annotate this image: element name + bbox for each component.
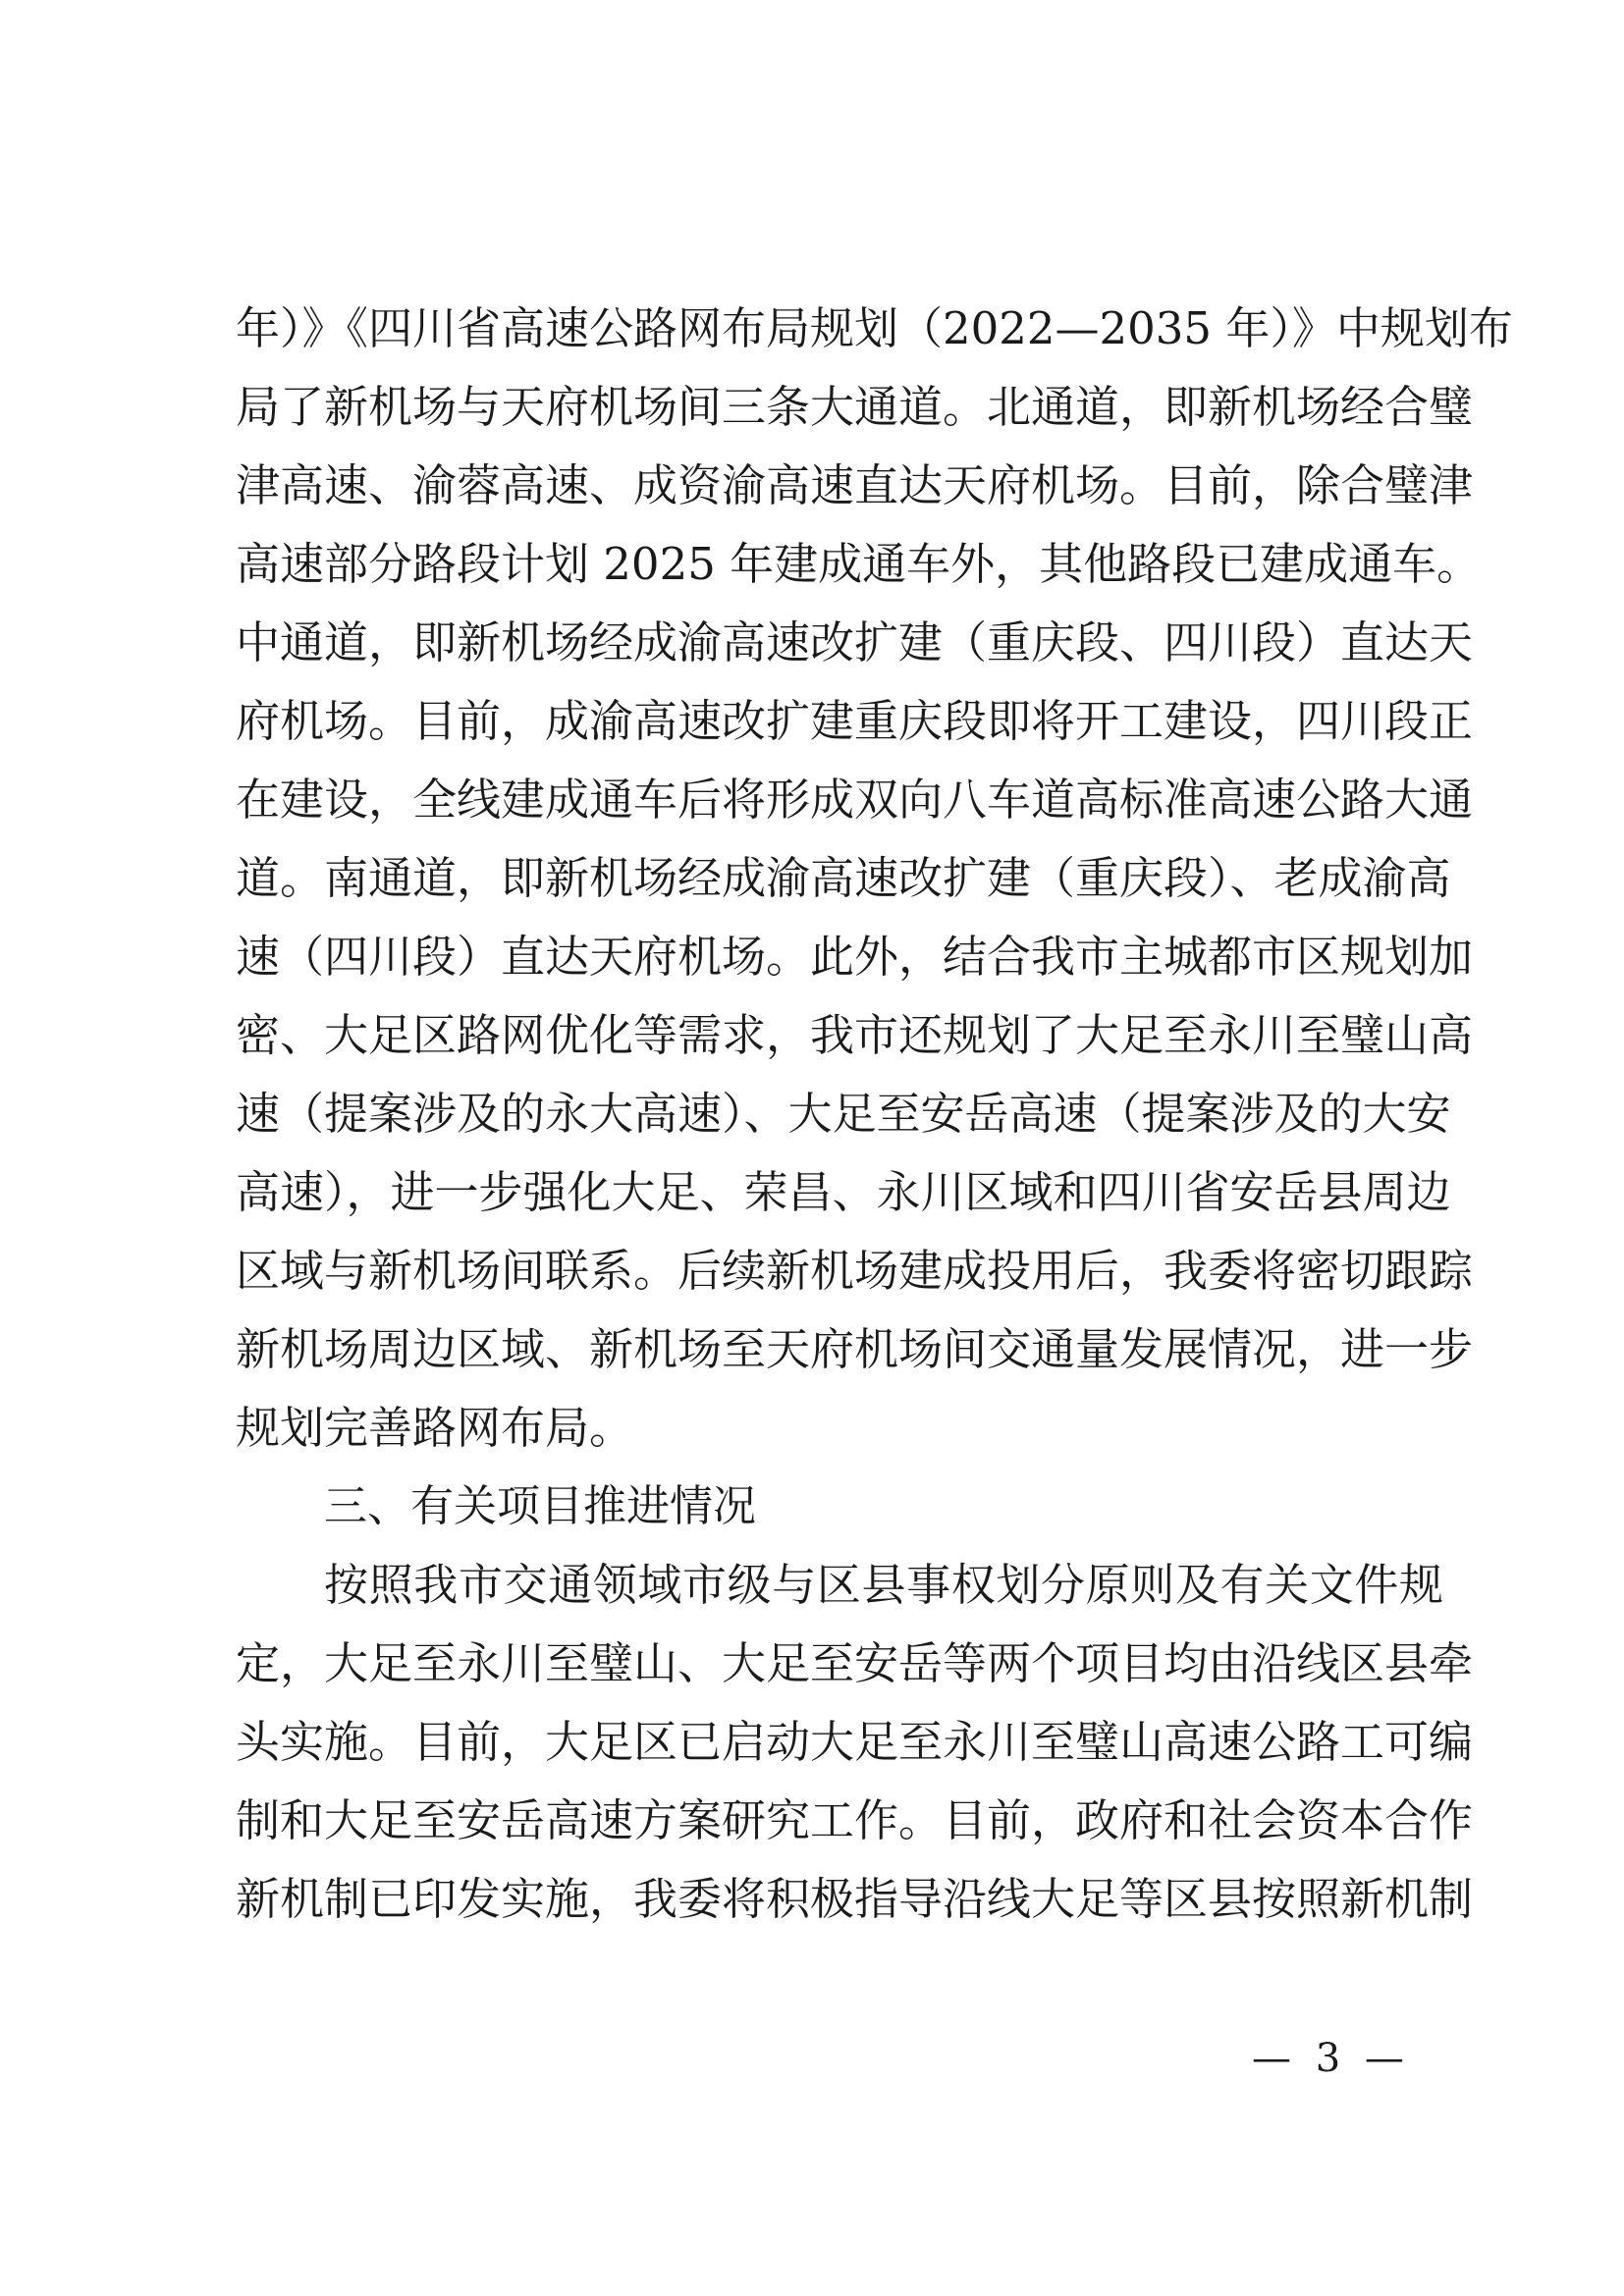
body-text-line: 津高速、渝蓉高速、成资渝高速直达天府机场。目前，除合璧津: [236, 459, 1474, 511]
body-text-line: 规划完善路网布局。: [236, 1402, 634, 1454]
body-text-line: 在建设，全线建成通车后将形成双向八车道高标准高速公路大通: [236, 774, 1474, 826]
body-text-line: 头实施。目前，大足区已启动大足至永川至璧山高速公路工可编: [236, 1716, 1474, 1768]
body-text-line: 府机场。目前，成渝高速改扩建重庆段即将开工建设，四川段正: [236, 695, 1474, 747]
page-number: — 3 —: [1252, 2036, 1410, 2081]
body-text-line: 区域与新机场间联系。后续新机场建成投用后，我委将密切跟踪: [236, 1245, 1474, 1297]
body-text-line: 高速），进一步强化大足、荣昌、永川区域和四川省安岳县周边: [236, 1166, 1451, 1218]
body-text-line: 道。南通道，即新机场经成渝高速改扩建（重庆段）、老成渝高: [236, 852, 1451, 904]
body-text-line: 中通道，即新机场经成渝高速改扩建（重庆段、四川段）直达天: [236, 616, 1474, 668]
body-text-line: 高速部分路段计划 2025 年建成通车外，其他路段已建成通车。: [236, 538, 1482, 590]
body-text-line: 速（提案涉及的永大高速）、大足至安岳高速（提案涉及的大安: [236, 1088, 1451, 1140]
body-text-line: 局了新机场与天府机场间三条大通道。北通道，即新机场经合璧: [236, 381, 1474, 433]
body-text-line: 定，大足至永川至璧山、大足至安岳等两个项目均由沿线区县牵: [236, 1637, 1474, 1689]
body-text-line: 年）》《四川省高速公路网布局规划（2022—2035 年）》中规划布: [236, 302, 1513, 354]
body-text-line: 制和大足至安岳高速方案研究工作。目前，政府和社会资本合作: [236, 1794, 1474, 1846]
body-text-line: 新机制已印发实施，我委将积极指导沿线大足等区县按照新机制: [236, 1873, 1474, 1925]
body-text-line: 密、大足区路网优化等需求，我市还规划了大足至永川至璧山高: [236, 1009, 1474, 1061]
body-text-line: 新机场周边区域、新机场至天府机场间交通量发展情况，进一步: [236, 1323, 1474, 1375]
section-heading: 三、有关项目推进情况: [324, 1481, 756, 1531]
body-text-line: 按照我市交通领域市级与区县事权划分原则及有关文件规: [324, 1559, 1443, 1611]
body-text-line: 速（四川段）直达天府机场。此外，结合我市主城都市区规划加: [236, 931, 1474, 983]
